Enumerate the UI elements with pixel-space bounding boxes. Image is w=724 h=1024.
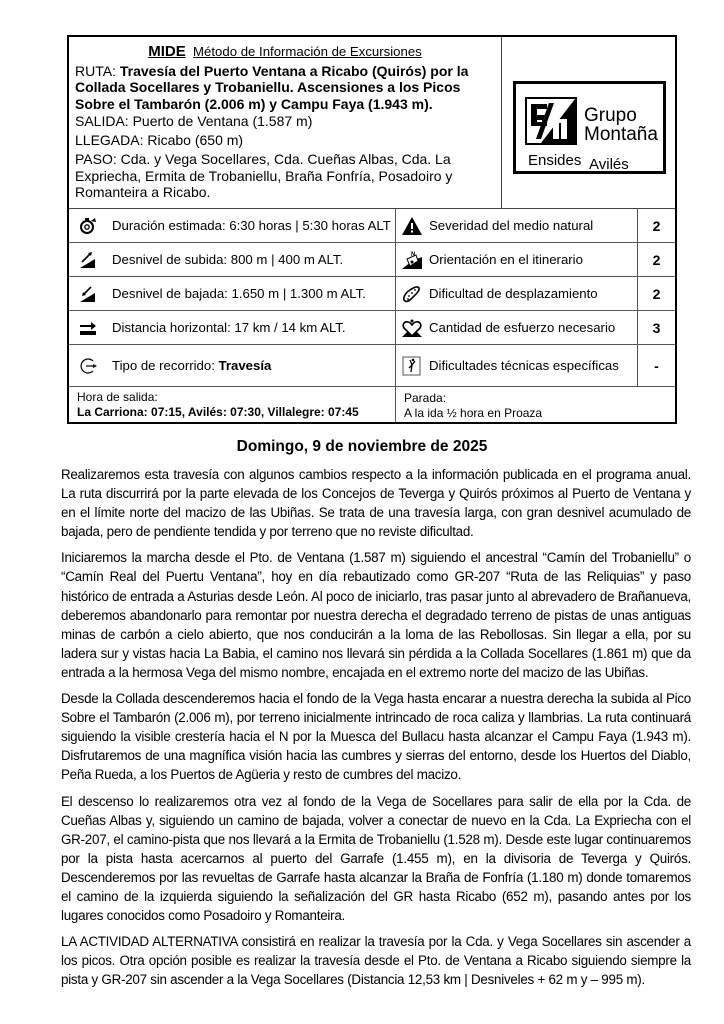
- mide-cell-right: [396, 345, 638, 386]
- mide-acronym: MIDE: [148, 43, 186, 60]
- route-type-text: [112, 345, 271, 387]
- severity-label: Severidad del medio natural: [429, 218, 594, 233]
- mide-cell-right: [396, 209, 638, 242]
- logo-text-ensides: Ensides: [528, 152, 582, 169]
- mide-cell-right: [396, 311, 638, 344]
- waypoints: [75, 151, 495, 200]
- mide-row: [69, 277, 675, 311]
- orientation-compass-icon: [402, 251, 422, 269]
- svg-text:N: N: [411, 252, 416, 258]
- mide-row: [69, 243, 675, 277]
- mide-cell-right: [396, 277, 638, 310]
- orientation-label: Orientación en el itinerario: [429, 252, 583, 267]
- technical-difficulty-label: Dificultades técnicas específicas: [429, 358, 619, 373]
- mide-cell-left: [69, 311, 396, 344]
- date-heading: Domingo, 9 de noviembre de 2025: [236, 438, 488, 455]
- climber-icon: [402, 356, 422, 374]
- logo-text-montana: Montaña: [584, 124, 658, 145]
- ascent-icon: [79, 251, 97, 269]
- logo-mark-icon: [525, 97, 577, 145]
- start-value: Puerto de Ventana (1.587 m): [132, 112, 313, 129]
- mide-title: [75, 43, 495, 60]
- paragraph-alternative: LA ACTIVIDAD ALTERNATIVA consistirá en realizar la travesía por la Cda. y Vega Socellares sin ascender a los picos. Otra opción posible es realizar la travesía desde el Pto. de Ventana a Ricabo siguiendo siempre la pista y GR-207 sin ascender a la Vega Socellares (Distancia 12,53 km | Desniveles + 62 m y – 995 m).: [61, 934, 691, 988]
- terrain-difficulty-label: Dificultad de desplazamiento: [429, 286, 598, 301]
- club-logo: [513, 81, 666, 174]
- distance-arrow-icon: [79, 319, 97, 337]
- mide-cell-right: [396, 243, 638, 276]
- descent-text: Desnivel de bajada: 1.650 m | 1.300 m ALT.: [112, 286, 366, 301]
- waypoints-label: PASO:: [75, 151, 117, 168]
- boot-sole-icon: [402, 285, 422, 303]
- route-name: [75, 63, 495, 112]
- mide-cell-left: [69, 345, 396, 386]
- orientation-value: 2: [652, 252, 661, 268]
- duration-text: Duración estimada: 6:30 horas | 5:30 horas ALT: [112, 218, 391, 233]
- end-label: LLEGADA:: [75, 132, 144, 149]
- mide-cell-left: [69, 209, 396, 242]
- logo-text-grupo: Grupo: [584, 105, 637, 126]
- route-label: RUTA:: [75, 63, 116, 79]
- route-value: Travesía del Puerto Ventana a Ricabo (Quirós) por la Collada Socellares y Trobaniellu. Ascensiones a los Picos Sobre el Tambarón (2.006 m) y Campu Faya (1.943 m).: [75, 63, 469, 112]
- effort-value: 3: [652, 320, 661, 336]
- warning-triangle-icon: [402, 217, 422, 235]
- mide-row: [69, 209, 675, 243]
- descent-icon: [79, 285, 97, 303]
- terrain-difficulty-value: 2: [652, 286, 661, 302]
- stop-value: A la ida ½ hora en Proaza: [404, 406, 543, 420]
- effort-label: Cantidad de esfuerzo necesario: [429, 320, 616, 335]
- severity-value: 2: [652, 218, 661, 234]
- mide-row: [69, 345, 675, 387]
- mide-footer: [69, 387, 675, 422]
- departure-value: La Carriona: 07:15, Avilés: 07:30, Villalegre: 07:45: [77, 405, 359, 419]
- waypoints-value: Cda. y Vega Socellares, Cda. Cueñas Albas, Cda. La Expriecha, Ermita de Trobaniellu, Braña Fonfría, Posadoiro y Romanteira a Ricabo.: [75, 151, 453, 201]
- departure-times: [69, 387, 396, 422]
- end-value: Ricabo (650 m): [147, 132, 244, 149]
- logo-cell: [502, 37, 675, 209]
- route-header: [69, 37, 502, 209]
- stop-info: [396, 387, 542, 421]
- mide-cell-left: [69, 277, 396, 310]
- paragraph-start: Iniciaremos la marcha desde el Pto. de Ventana (1.587 m) siguiendo el ancestral “Camín del Trobaniellu” o “Camín Real del Puertu Ventana”, hoy en día rebautizado como GR-207 “Ruta de las Reliquias” y paso histórico de entrada a Asturias desde León. Al poco de iniciarlo, tras pasar junto al abrevadero de Brañanueva, deberemos abandonarlo para remontar por nuestra derecha el degradado terreno de pistas de unas antiguas minas de carbón a cielo abierto, que nos conducirán a la loma de las Rebollosas. Sin llegar a ella, por su ladera sur y vistas hacia La Babia, el camino nos llevará sin pérdida a la Collada Socellares (1.861 m) que da entrada a la hermosa Vega del mismo nombre, encajada en el extremo norte del macizo de las Ubiñas.: [61, 550, 691, 680]
- distance-text: Distancia horizontal: 17 km / 14 km ALT.: [112, 320, 346, 335]
- paragraph-descent: El descenso lo realizaremos otra vez al fondo de la Vega de Socellares para salir de ella por la Cda. de Cueñas Albas y, siguiendo un camino de bajada, volver a conectar de nuevo en la Cda. La Expriecha con el GR-207, el camino-pista que nos llevará a la Ermita de Trobaniellu (1.528 m). Desde este lugar continuaremos por la pista hasta acercarnos al puerto del Garrafe (1.455 m), en la divisoria de Teverga y Quirós. Descenderemos por las revueltas de Garrafe hasta alcanzar la Braña de Fonfría (1.180 m) donde tomaremos el camino de la izquierda siguiendo la señalización del GR hasta Ricabo (652 m), pasando antes por los lugares conocidos como Posadoiro y Romanteira.: [61, 793, 691, 924]
- heart-effort-icon: [402, 319, 422, 337]
- mide-acronym-full: Método de Información de Excursiones: [193, 44, 422, 59]
- departure-label: Hora de salida:: [77, 390, 158, 404]
- ascent-text: Desnivel de subida: 800 m | 400 m ALT.: [112, 252, 344, 267]
- mide-cell-left: [69, 243, 396, 276]
- paragraph-intro: Realizaremos esta travesía con algunos cambios respecto a la información publicada en el programa anual. La ruta discurrirá por la parte elevada de los Concejos de Teverga y Quirós próximos al Puerto de Ventana y en el límite norte del macizo de las Ubiñas. Se trata de una travesía larga, con gran desnivel acumulado de bajada, pero de pendiente tendida y por terreno que no reviste dificultad.: [61, 467, 691, 540]
- route-type-icon: [79, 357, 97, 375]
- start-point: [75, 113, 495, 129]
- end-point: [75, 132, 495, 148]
- stop-label: Parada:: [404, 391, 447, 405]
- route-type-label: Tipo de recorrido:: [112, 358, 219, 373]
- mide-row: [69, 311, 675, 345]
- mide-table: [67, 35, 677, 424]
- description-body: [61, 465, 691, 996]
- stopwatch-icon: [79, 217, 97, 235]
- logo-text-aviles: Avilés: [589, 156, 629, 173]
- technical-difficulty-value: -: [654, 358, 659, 374]
- paragraph-summits: Desde la Collada descenderemos hacia el fondo de la Vega hasta encarar a nuestra derecha la subida al Pico Sobre el Tambarón (2.006 m), por terreno inicialmente intrincado de roca caliza y llambrias. La ruta continuará siguiendo la visible crestería hacia el N por la Muesca del Bullacu hasta alcanzar el Campu Faya (1.943 m). Disfrutaremos de una magnífica visión hacia las cumbres y sierras del entorno, desde los Huertos del Diablo, Peña Rueda, a los Puertos de Agüeria y resto de cumbres del macizo.: [61, 691, 691, 783]
- route-type-value: Travesía: [218, 358, 272, 373]
- start-label: SALIDA:: [75, 112, 129, 129]
